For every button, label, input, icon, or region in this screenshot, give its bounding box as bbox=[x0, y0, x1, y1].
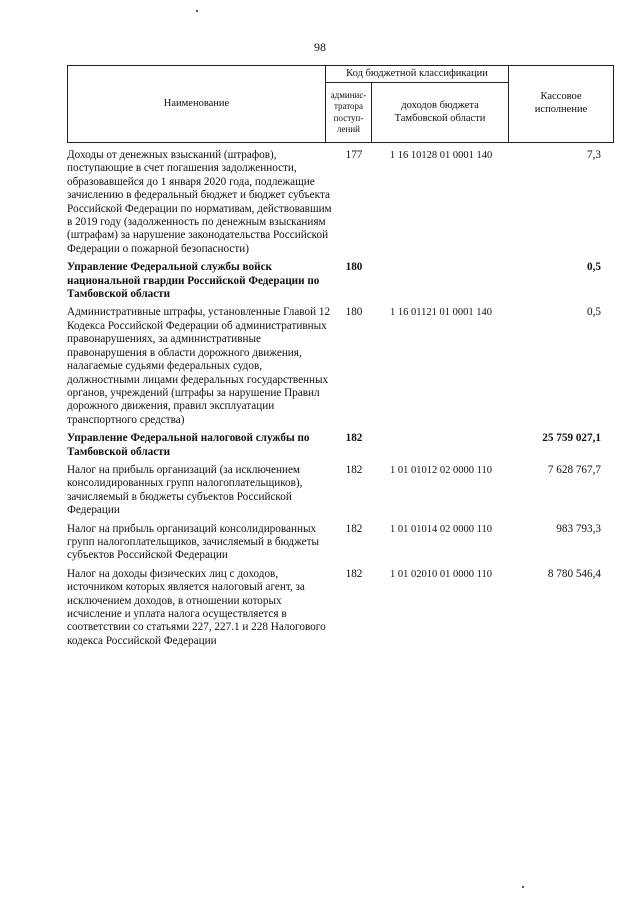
row-amount: 0,5 bbox=[587, 306, 601, 319]
admin-header-line2: тратора bbox=[333, 101, 364, 112]
row-admin-code: 182 bbox=[345, 432, 363, 445]
row-revenue-code: 1 01 02010 01 0000 110 bbox=[390, 568, 492, 580]
row-revenue-code: 1 16 10128 01 0001 140 bbox=[389, 150, 493, 161]
row-name: Управление Федеральной службы войск национальной гвардии Российской Федерации по Тамбовской области bbox=[67, 261, 320, 301]
row-revenue-code: 1 01 01012 02 0000 110 bbox=[390, 464, 492, 476]
row-amount: 8 780 546,4 bbox=[547, 567, 601, 580]
row-name: Налог на доходы физических лиц с доходов, источником которых является налоговый агент, за исключением доходов, в отношении которых исчисление и уплата налога осуществляется в соответствии со статьями 227, 227.1 и 228 Налогового кодекса Российской Федерации bbox=[67, 567, 326, 647]
admin-header-line1: админис- bbox=[330, 90, 367, 100]
table-row bbox=[67, 464, 601, 518]
row-revenue-code: 1 16 01121 01 0001 140 bbox=[390, 307, 492, 319]
table-row bbox=[67, 568, 601, 648]
table-row bbox=[67, 432, 601, 459]
row-admin-code: 182 bbox=[345, 567, 363, 580]
table-row bbox=[67, 306, 601, 427]
revenue-header-line2: Тамбовской области bbox=[394, 112, 486, 124]
admin-header-line3: поступ- bbox=[333, 112, 364, 123]
column-header-cash bbox=[509, 66, 614, 143]
column-header-revenue bbox=[372, 83, 509, 143]
table-header bbox=[67, 65, 614, 143]
admin-header-line4: лений bbox=[337, 123, 360, 134]
row-amount: 7,3 bbox=[587, 149, 601, 161]
row-amount: 7 628 767,7 bbox=[547, 463, 601, 476]
table-row bbox=[67, 149, 601, 256]
page-number: 98 bbox=[314, 40, 326, 54]
row-admin-code: 182 bbox=[345, 463, 363, 476]
scan-speck bbox=[196, 10, 198, 12]
row-amount: 0,5 bbox=[587, 261, 601, 274]
row-name: Налог на прибыль организаций (за исключением консолидированных групп налогоплательщиков), зачисляемый в бюджеты субъектов Российской Федерации bbox=[67, 463, 303, 517]
row-admin-code: 182 bbox=[345, 522, 363, 535]
row-amount: 983 793,3 bbox=[556, 522, 601, 535]
cash-header-line2: исполнение bbox=[534, 104, 588, 115]
row-name: Налог на прибыль организаций консолидированных групп налогоплательщиков, зачисляемый в бюджеты субъектов Российской Федерации bbox=[67, 522, 320, 562]
table-row bbox=[67, 261, 601, 301]
column-header-admin bbox=[326, 83, 372, 143]
column-header-name: Наименование bbox=[68, 66, 326, 143]
table-body bbox=[67, 149, 601, 653]
scan-speck bbox=[522, 886, 524, 888]
row-admin-code: 180 bbox=[345, 306, 363, 319]
row-revenue-code: 1 01 01014 02 0000 110 bbox=[390, 523, 492, 535]
table-row bbox=[67, 523, 601, 563]
row-name: Административные штрафы, установленные Главой 12 Кодекса Российской Федерации об административных правонарушениях, за административные правонарушения в области дорожного движения, налагаемые судьями федеральных судов, должностными лицами федеральных государственных органов, учреждений (штрафы за нарушение Правил дорожного движения, правил эксплуатации транспортного средства) bbox=[67, 306, 331, 426]
row-admin-code: 177 bbox=[345, 149, 363, 161]
row-admin-code: 180 bbox=[345, 261, 363, 274]
cash-header-line1: Кассовое bbox=[540, 91, 582, 103]
row-amount: 25 759 027,1 bbox=[542, 432, 601, 445]
row-name: Управление Федеральной налоговой службы по Тамбовской области bbox=[67, 432, 310, 458]
column-header-code-group: Код бюджетной классификации bbox=[326, 66, 509, 83]
revenue-header-line1: доходов бюджета bbox=[401, 99, 479, 111]
row-name: Доходы от денежных взысканий (штрафов), поступающие в счет погашения задолженности, образовавшейся до 1 января 2020 года, подлежащие зачислению в федеральный бюджет и бюджет субъекта Российской Федерации по нормативам, действовавшим в 2019 году (задолженность по денежным взысканиям (штрафам) за нарушение законодательства Российской Федерации о пожарной безопасности) bbox=[67, 149, 332, 255]
